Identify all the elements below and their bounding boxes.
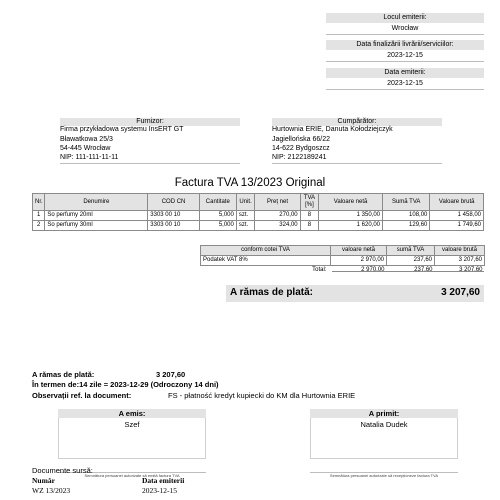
col-gross-value: Valoare brută <box>430 194 484 211</box>
vat-rate-gross: 3 207,60 <box>435 256 485 266</box>
buyer-nip: NIP: 2122189241 <box>272 154 327 161</box>
place-label: Locul emiterii: <box>326 13 484 23</box>
supplier-heading: Furnizor: <box>60 118 240 126</box>
received-caption: Semnătura persoanei autorizate să recepționeze factura TVA <box>310 472 458 479</box>
items-table <box>32 193 484 231</box>
buyer-name: Hurtownia ERIE, Danuta Kołodziejczyk <box>272 126 393 133</box>
notes-label: Observații ref. la document: <box>32 391 132 400</box>
issued-heading: A emis: <box>58 409 206 418</box>
row-vat-rate: 8 <box>300 221 319 231</box>
source-col-number: Număr <box>32 476 55 485</box>
row-name: So perfumy 20ml <box>45 211 148 221</box>
buyer-city: 14-622 Bydgoszcz <box>272 145 330 152</box>
source-docs-title: Documente sursă: <box>32 466 93 475</box>
col-cn-code: COD CN <box>148 194 199 211</box>
row-nr: 2 <box>33 221 45 231</box>
invoice-title: Factura TVA 13/2023 Original <box>174 177 326 189</box>
col-name: Denumire <box>45 194 148 211</box>
supplier-divider <box>60 163 240 164</box>
balance-bar <box>226 285 484 302</box>
row-gross-value: 1 458,00 <box>430 211 484 221</box>
vat-total-divider <box>332 271 484 272</box>
row-unit: szt. <box>236 221 255 231</box>
col-unit: Unit. <box>236 194 255 211</box>
buyer-heading: Cumpărător: <box>272 118 442 126</box>
row-unit: szt. <box>236 211 255 221</box>
balance-value: 3 207,60 <box>441 287 480 298</box>
row-cn-code: 3303 00 10 <box>148 221 199 231</box>
row-nr: 1 <box>33 211 45 221</box>
col-net-value: Valoare netă <box>319 194 383 211</box>
table-row <box>33 211 484 221</box>
buyer-divider <box>272 163 442 164</box>
vat-total-vat: 237,60 <box>414 267 433 273</box>
notes-value: FS - płatność kredyt kupiecki do KM dla Hurtownia ERIE <box>168 391 356 400</box>
row-net-price: 324,00 <box>255 221 300 231</box>
delivery-date-value: 2023-12-15 <box>326 51 484 62</box>
row-quantity: 5,000 <box>199 211 236 221</box>
vat-header-row <box>201 246 485 256</box>
row-name: So perfumy 30ml <box>45 221 148 231</box>
vat-rate-vat: 237,60 <box>387 256 435 266</box>
vat-rate-label: Podatek VAT 8% <box>201 256 331 266</box>
col-vat-rate: TVA [%] <box>300 194 319 211</box>
col-quantity: Cantitate <box>199 194 236 211</box>
payment-term: În termen de:14 zile = 2023-12-29 (Odroczony 14 dni) <box>32 380 219 389</box>
row-vat-amount: 108,00 <box>383 211 430 221</box>
vat-col-rate: conform cotei TVA <box>201 246 331 256</box>
supplier-name: Firma przykładowa systemu InsERT GT <box>60 126 184 133</box>
remaining-label: A rămas de plată: <box>32 370 95 379</box>
source-doc-number: WZ 13/2023 <box>32 486 71 495</box>
received-name: Natalia Dudek <box>360 420 408 429</box>
issue-date-label: Data emiterii: <box>326 68 484 78</box>
row-vat-amount: 129,60 <box>383 221 430 231</box>
col-vat-amount: Sumă TVA <box>383 194 430 211</box>
buyer-street: Jagiellońska 66/22 <box>272 136 330 143</box>
supplier-city: 54-445 Wrocław <box>60 145 111 152</box>
vat-rate-row <box>201 256 485 266</box>
issued-caption: Semnătura persoanei autorizate să emită factura TVA <box>58 472 206 479</box>
vat-rate-net: 2 970,00 <box>331 256 387 266</box>
col-nr: Nr. <box>33 194 45 211</box>
supplier-street: Bławatkowa 25/3 <box>60 136 113 143</box>
table-row <box>33 221 484 231</box>
row-gross-value: 1 749,60 <box>430 221 484 231</box>
vat-col-gross: valoare brută <box>435 246 485 256</box>
remaining-value: 3 207,60 <box>156 370 186 379</box>
row-vat-rate: 8 <box>300 211 319 221</box>
received-heading: A primit: <box>310 409 458 418</box>
delivery-date-label: Data finalizării livrării/serviciilor: <box>326 40 484 50</box>
supplier-nip: NIP: 111-111-11-11 <box>60 154 119 161</box>
place-value: Wrocław <box>326 24 484 35</box>
items-header-row <box>33 194 484 211</box>
vat-total-label: Total: <box>312 267 327 273</box>
row-cn-code: 3303 00 10 <box>148 211 199 221</box>
row-net-price: 270,00 <box>255 211 300 221</box>
vat-total-net: 2 970,00 <box>361 267 385 273</box>
source-col-date: Data emiterii <box>142 476 185 485</box>
row-net-value: 1 350,00 <box>319 211 383 221</box>
vat-total-gross: 3 207,60 <box>459 267 483 273</box>
source-doc-date: 2023-12-15 <box>142 486 177 495</box>
vat-col-vat: sumă TVA <box>387 246 435 256</box>
row-net-value: 1 620,00 <box>319 221 383 231</box>
vat-col-net: valoare netă <box>331 246 387 256</box>
issued-name: Szef <box>124 420 140 429</box>
issue-date-value: 2023-12-15 <box>326 79 484 90</box>
row-quantity: 5,000 <box>199 221 236 231</box>
col-net-price: Preț net <box>255 194 300 211</box>
balance-label: A rămas de plată: <box>230 287 313 298</box>
